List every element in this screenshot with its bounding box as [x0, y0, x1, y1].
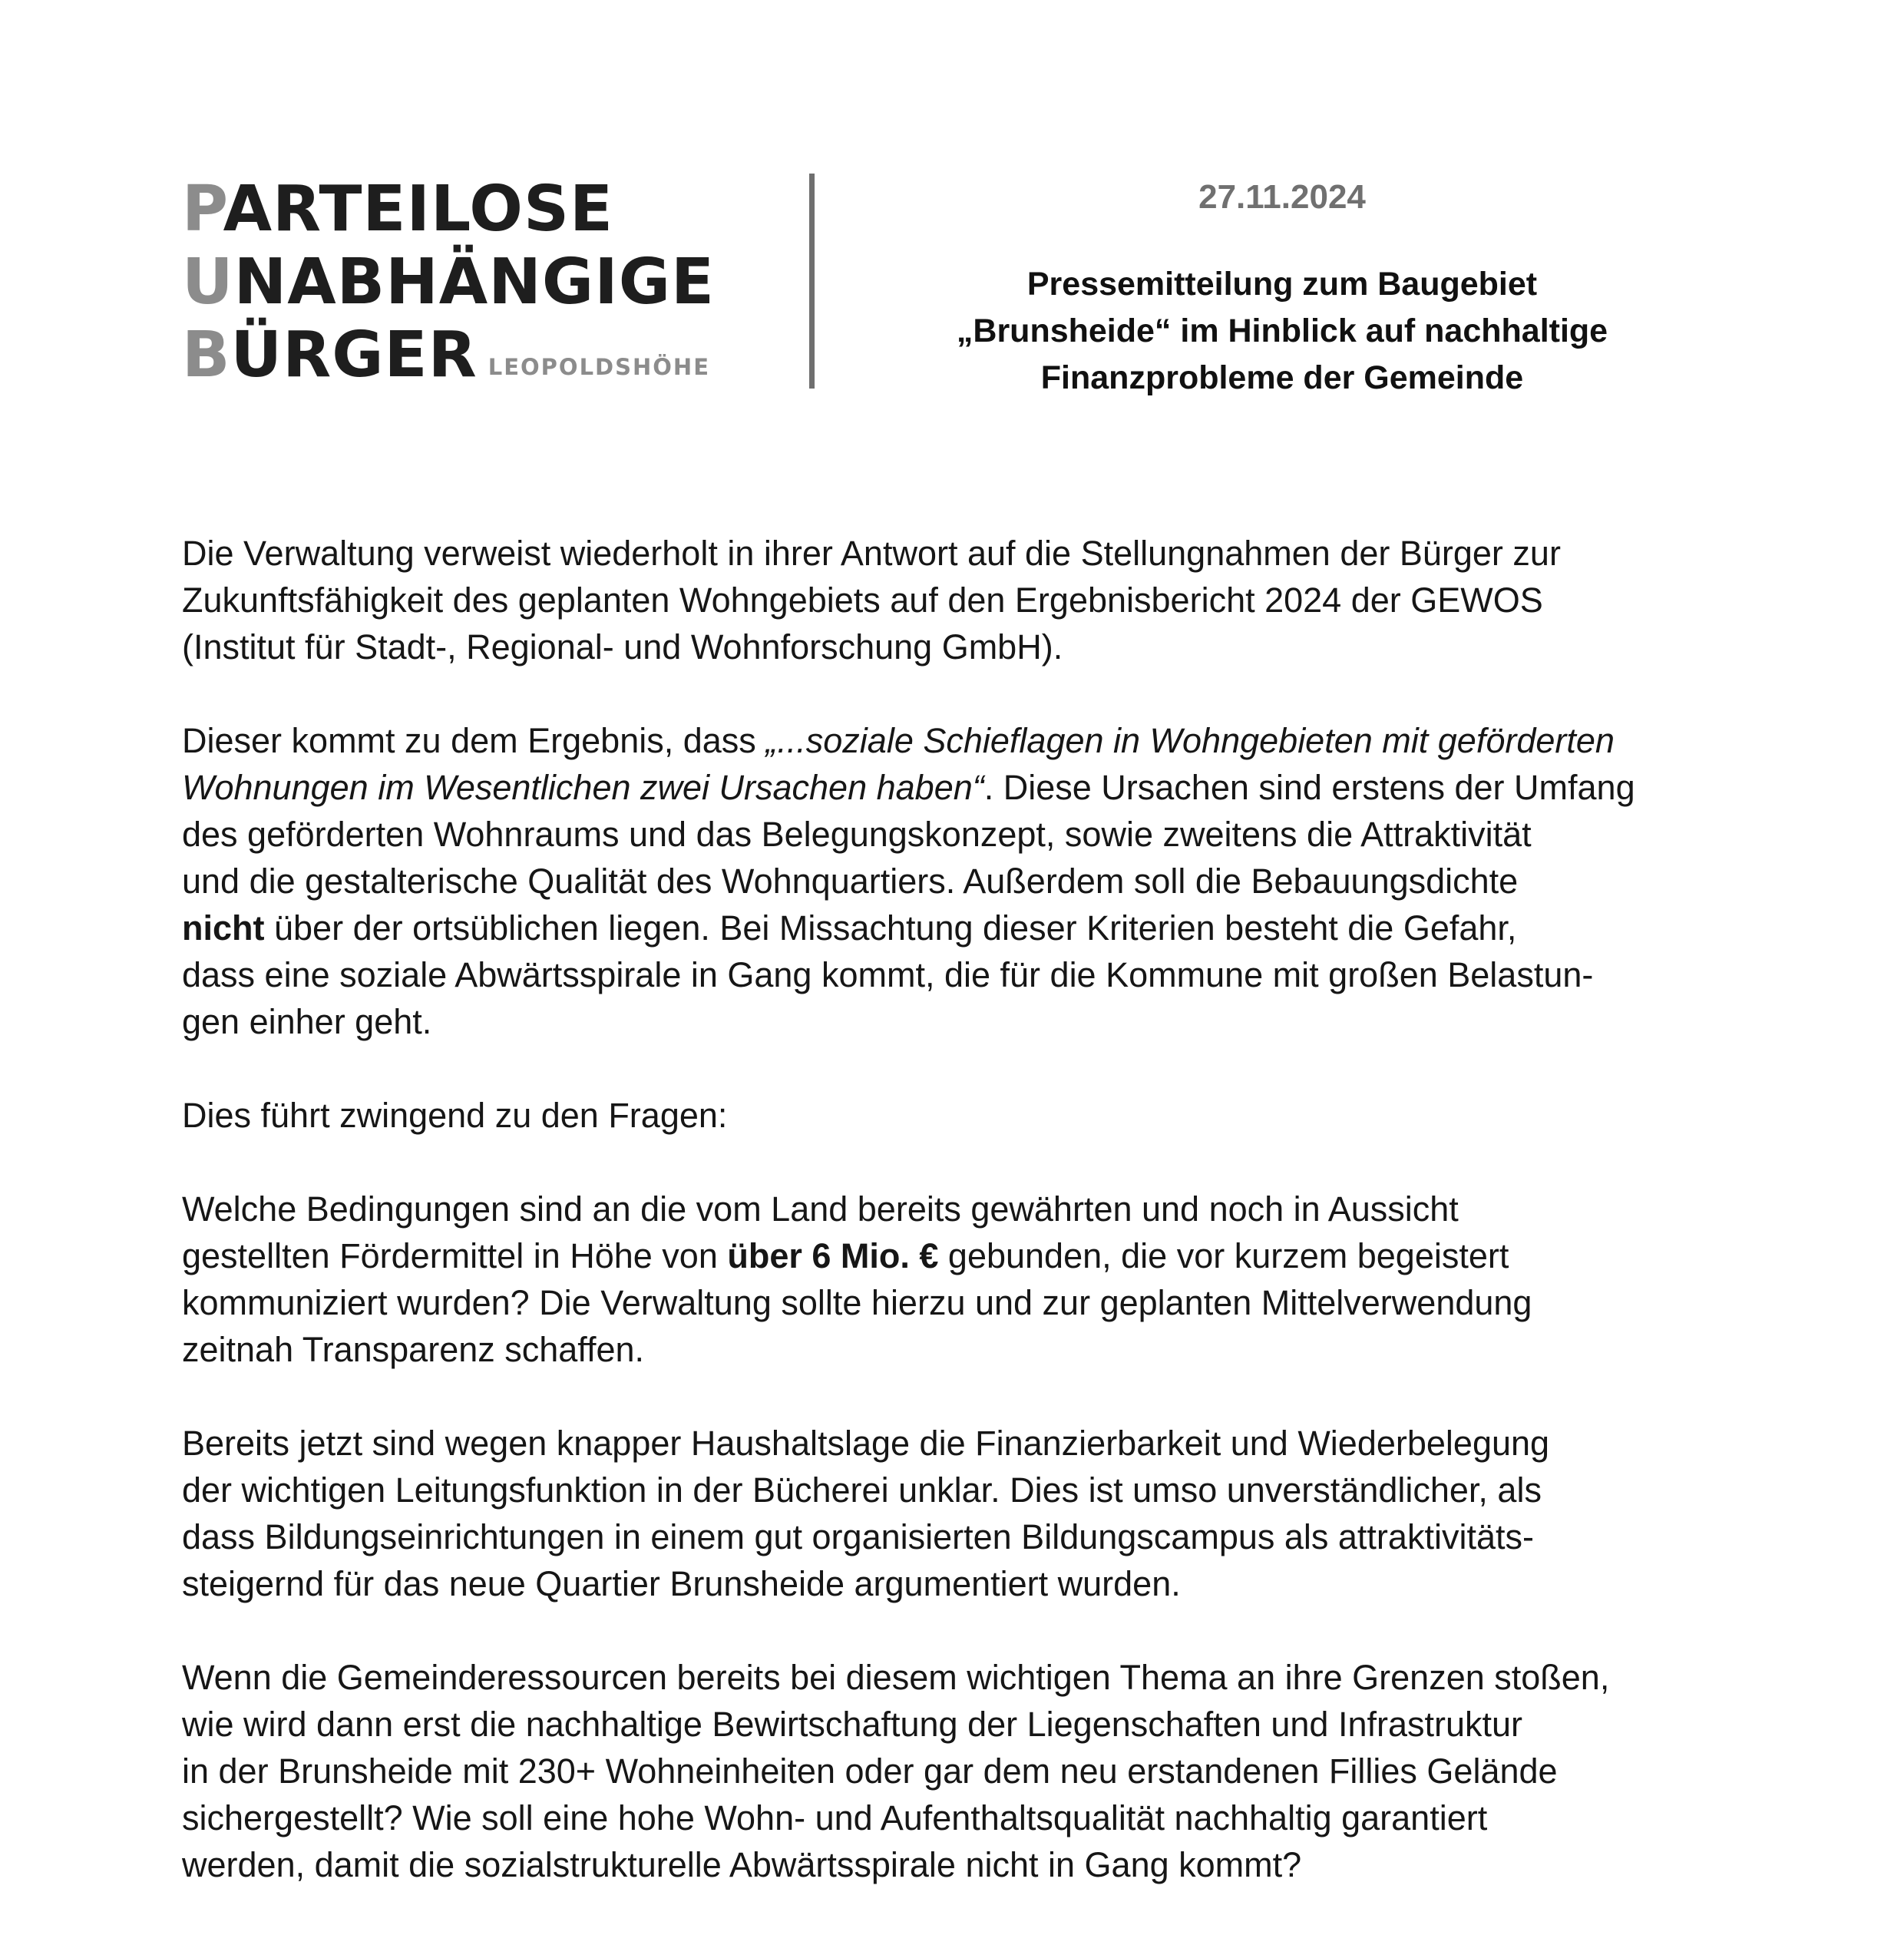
paragraph-2	[182, 717, 1764, 1045]
text-line: wie wird dann erst die nachhaltige Bewirtschaftung der Liegenschaften und Infrastruktur	[182, 1705, 1523, 1744]
paragraph-4	[182, 1186, 1764, 1373]
emphasis-funding-amount: über 6 Mio. €	[727, 1236, 939, 1275]
header-divider	[809, 174, 815, 389]
logo-place-name: LEOPOLDSHÖHE	[488, 354, 711, 380]
text-line: Wenn die Gemeinderessourcen bereits bei diesem wichtigen Thema an ihre Grenzen stoßen,	[182, 1658, 1610, 1697]
text-line	[182, 717, 1764, 764]
text-line: gen einher geht.	[182, 1002, 432, 1041]
gewos-quote-continued: Wohnungen im Wesentlichen zwei Ursachen haben“	[182, 768, 984, 807]
paragraph-5	[182, 1420, 1764, 1607]
text-line: sichergestellt? Wie soll eine hohe Wohn- und Aufenthaltsqualität nachhaltig garantiert	[182, 1798, 1488, 1837]
logo-line-2	[182, 246, 750, 324]
logo-word-buerger: ÜRGER	[230, 319, 478, 392]
emphasis-nicht: nicht	[182, 908, 265, 948]
press-release-body	[182, 530, 1764, 1935]
text-line: dass eine soziale Abwärtsspirale in Gang kommt, die für die Kommune mit großen Belastun-	[182, 955, 1594, 994]
text-line: Welche Bedingungen sind an die vom Land bereits gewährten und noch in Aussicht	[182, 1189, 1459, 1229]
text-line: Bereits jetzt sind wegen knapper Haushaltslage die Finanzierbarkeit und Wiederbelegung	[182, 1424, 1550, 1463]
text-span: Dieser kommt zu dem Ergebnis, dass	[182, 721, 766, 760]
logo-initial-p: P	[182, 173, 223, 246]
logo-word-unabhaengige: NABHÄNGIGE	[233, 246, 716, 319]
text-span: gebunden, die vor kurzem begeistert	[938, 1236, 1509, 1275]
logo-initial-b: B	[182, 319, 231, 392]
gewos-quote: „...soziale Schieflagen in Wohngebieten mit geförderten	[765, 721, 1615, 760]
text-line: zeitnah Transparenz schaffen.	[182, 1330, 645, 1369]
text-line: (Institut für Stadt-, Regional- und Wohnforschung GmbH).	[182, 627, 1063, 666]
paragraph-6	[182, 1654, 1764, 1888]
text-span: gestellten Fördermittel in Höhe von	[182, 1236, 728, 1275]
logo-word-parteilose: ARTEILOSE	[223, 173, 614, 246]
text-line: kommuniziert wurden? Die Verwaltung sollte hierzu und zur geplanten Mittelverwendung	[182, 1283, 1532, 1322]
text-line: Dies führt zwingend zu den Fragen:	[182, 1096, 728, 1135]
logo-initial-u: U	[182, 246, 234, 319]
logo-line-1	[182, 173, 750, 251]
text-line: des geförderten Wohnraums und das Belegungskonzept, sowie zweitens die Attraktivität	[182, 815, 1532, 854]
paragraph-3	[182, 1092, 1764, 1139]
text-line: dass Bildungseinrichtungen in einem gut organisierten Bildungscampus als attraktivitäts-	[182, 1517, 1534, 1556]
text-line: in der Brunsheide mit 230+ Wohneinheiten oder gar dem neu erstandenen Fillies Gelände	[182, 1751, 1558, 1791]
text-line: steigernd für das neue Quartier Brunsheide argumentiert wurden.	[182, 1564, 1181, 1603]
organization-logo	[182, 173, 750, 397]
headline-line-2: „Brunsheide“ im Hinblick auf nachhaltige	[956, 313, 1608, 349]
text-line: der wichtigen Leitungsfunktion in der Bücherei unklar. Dies ist umso unverständlicher, als	[182, 1470, 1542, 1510]
text-span: . Diese Ursachen sind erstens der Umfang	[983, 768, 1635, 807]
paragraph-1	[182, 530, 1764, 670]
text-line	[182, 1232, 1764, 1279]
press-release-date: 27.11.2024	[1198, 178, 1366, 216]
logo-line-3	[182, 319, 750, 397]
text-span: über der ortsüblichen liegen. Bei Missachtung dieser Kriterien besteht die Gefahr,	[264, 908, 1517, 948]
text-line: und die gestalterische Qualität des Wohnquartiers. Außerdem soll die Bebauungsdichte	[182, 862, 1519, 901]
text-line	[182, 764, 1764, 811]
text-line: Zukunftsfähigkeit des geplanten Wohngebiets auf den Ergebnisbericht 2024 der GEWOS	[182, 580, 1543, 620]
headline-line-1: Pressemitteilung zum Baugebiet	[1026, 266, 1538, 303]
headline-line-3: Finanzprobleme der Gemeinde	[1040, 359, 1524, 396]
text-line: Die Verwaltung verweist wiederholt in ihrer Antwort auf die Stellungnahmen der Bürger zur	[182, 534, 1561, 573]
press-release-headline	[845, 261, 1720, 402]
text-line: werden, damit die sozialstrukturelle Abwärtsspirale nicht in Gang kommt?	[182, 1845, 1302, 1884]
text-line	[182, 905, 1764, 951]
